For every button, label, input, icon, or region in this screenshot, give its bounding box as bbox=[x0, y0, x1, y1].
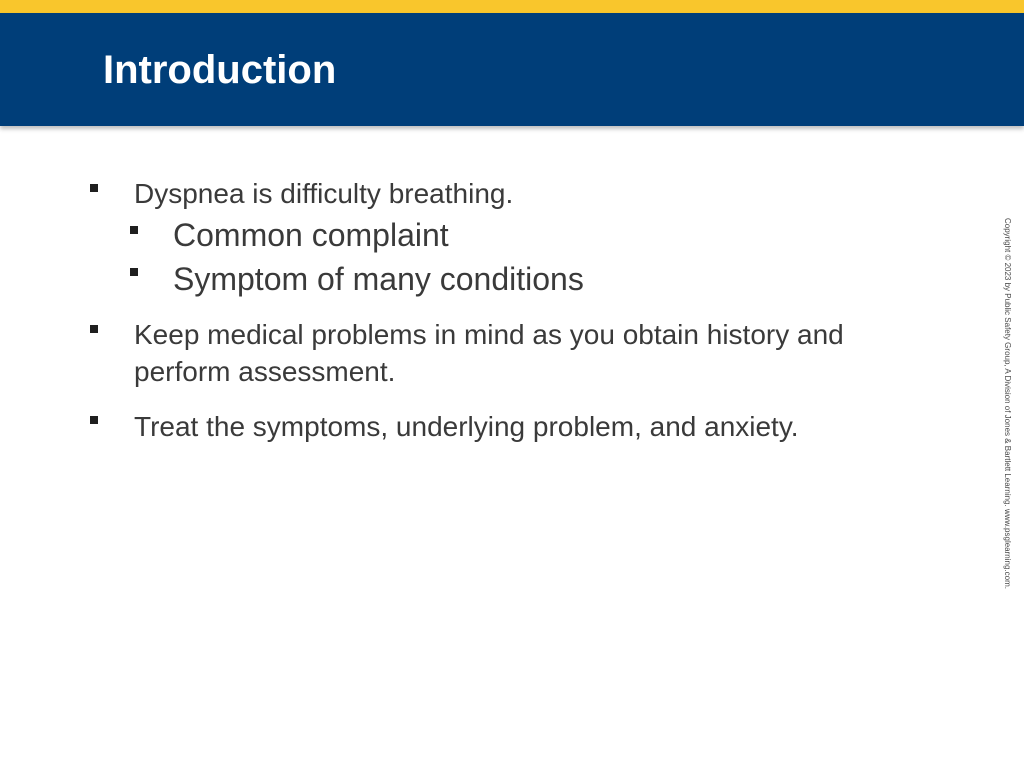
square-bullet-icon bbox=[90, 416, 98, 424]
bullet-text: Treat the symptoms, underlying problem, and anxiety. bbox=[134, 411, 799, 442]
bullet-text-line: perform assessment. bbox=[134, 356, 396, 387]
square-bullet-icon bbox=[90, 184, 98, 192]
square-bullet-icon bbox=[130, 268, 138, 276]
square-bullet-icon bbox=[130, 226, 138, 234]
bullet-text: Dyspnea is difficulty breathing. bbox=[134, 178, 514, 209]
copyright-notice: Copyright © 2023 by Public Safety Group, A Division of Jones & Bartlett Learning. www.psglearning.com. bbox=[1003, 218, 1012, 589]
square-bullet-icon bbox=[90, 325, 98, 333]
sub-bullet-text: Common complaint bbox=[173, 217, 449, 253]
sub-bullet-text: Symptom of many conditions bbox=[173, 261, 584, 297]
slide-title: Introduction bbox=[103, 48, 337, 92]
bullet-text-line: Keep medical problems in mind as you obtain history and bbox=[134, 319, 844, 350]
